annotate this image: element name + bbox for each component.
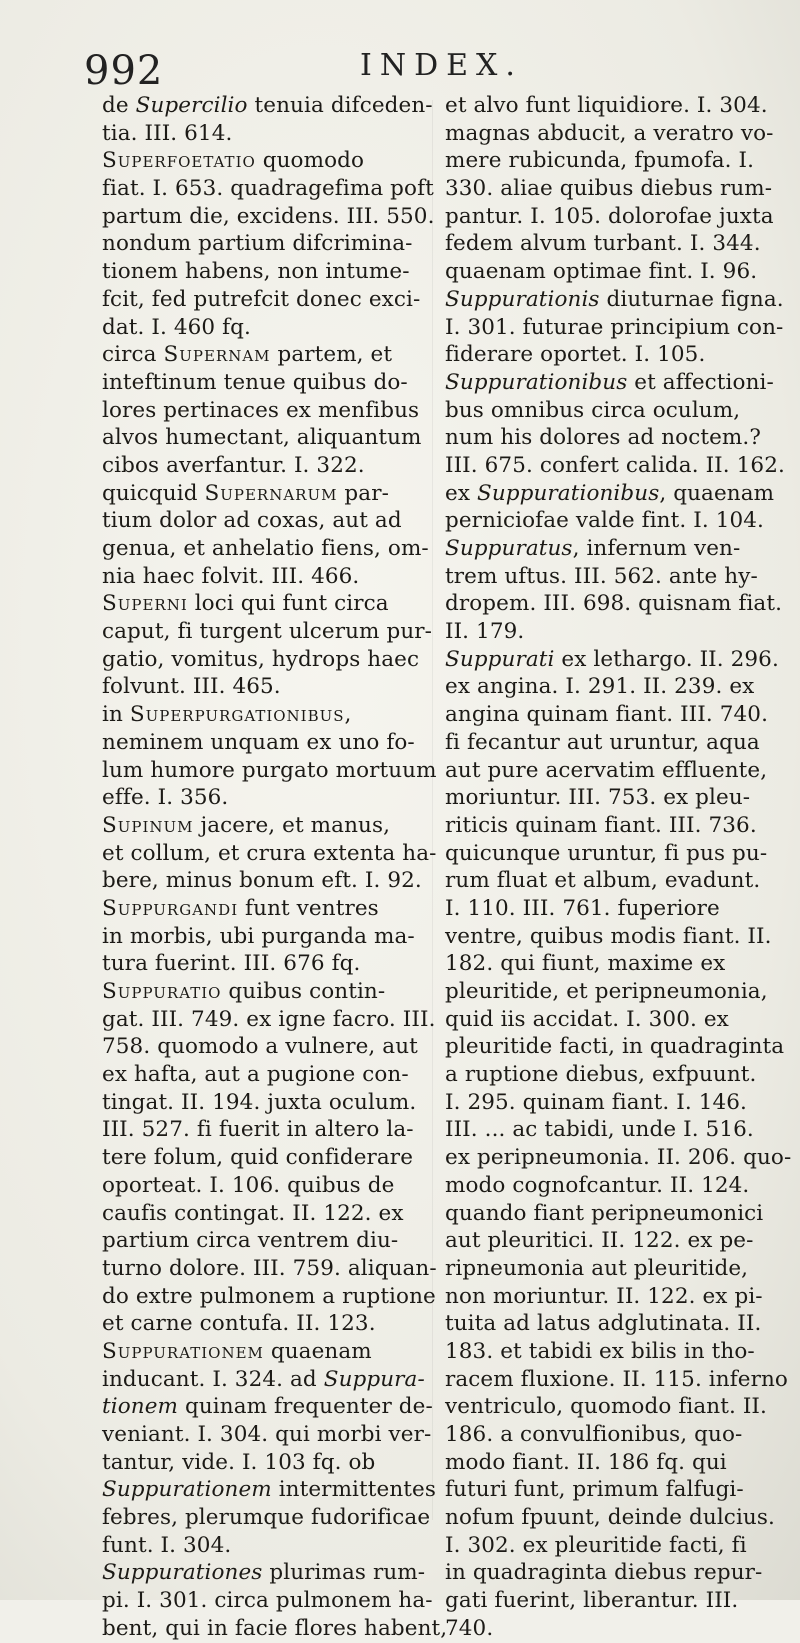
index-text: partem, et	[270, 342, 393, 368]
index-line	[445, 950, 775, 978]
italic-term: Suppurationis	[445, 286, 600, 312]
index-line	[102, 147, 424, 175]
index-line	[445, 978, 775, 1006]
index-line	[445, 1421, 775, 1449]
index-text: quicquid	[102, 480, 205, 506]
index-text: racem fluxione. II. 115. inferno	[445, 1366, 788, 1392]
index-headword: Suppuratio	[102, 979, 222, 1004]
index-line	[102, 507, 424, 535]
index-line	[102, 618, 433, 646]
index-line	[445, 147, 775, 175]
index-text: tia. III. 614.	[102, 120, 233, 146]
index-text: de	[102, 93, 136, 118]
index-line	[445, 673, 775, 701]
index-text: fedem alvum turbant. I. 344.	[445, 231, 761, 257]
index-line	[102, 867, 424, 895]
index-line	[445, 286, 784, 314]
index-line	[102, 92, 433, 120]
index-line	[102, 757, 437, 785]
index-text: et alvo funt liquidiore. I. 304.	[445, 93, 768, 118]
index-line	[445, 1393, 775, 1421]
index-text: tenuia difceden-	[247, 93, 433, 118]
index-line	[445, 923, 775, 951]
index-text: fiderare oportet. I. 105.	[445, 342, 706, 368]
index-text: nondum partium difcrimina-	[102, 231, 413, 257]
index-line	[445, 1283, 775, 1311]
index-line	[102, 1615, 448, 1643]
index-headword: Superpurgationibus	[129, 702, 345, 728]
index-text: ex hafta, aut a pugione con-	[102, 1062, 409, 1088]
index-line	[102, 1144, 424, 1172]
index-line	[102, 1421, 432, 1449]
index-line	[445, 701, 775, 729]
index-text: ex lethargo. II. 296.	[554, 646, 779, 672]
index-text: fcit, fed putrefcit donec exci-	[102, 286, 421, 312]
index-text: ex angina. I. 291. II. 239. ex	[445, 674, 755, 700]
index-text: do extre pulmonem a ruptione	[102, 1283, 436, 1309]
index-text: caput, fi turgent ulcerum pur-	[102, 619, 433, 645]
index-line	[102, 424, 424, 452]
index-line	[445, 895, 775, 923]
index-line	[102, 1283, 436, 1311]
index-line	[445, 1587, 775, 1615]
index-line	[445, 1172, 775, 1200]
index-text: non moriuntur. II. 122. ex pi-	[445, 1283, 763, 1309]
index-column-left	[102, 92, 448, 1643]
index-line	[445, 397, 775, 425]
index-text: quicunque uruntur, fi pus pu-	[445, 840, 768, 866]
index-text: III. 527. fi fuerit in altero la-	[102, 1117, 414, 1143]
index-line	[445, 175, 775, 203]
index-text: inteftinum tenue quibus do-	[102, 369, 408, 395]
italic-term: Suppuratus	[445, 536, 573, 561]
index-text: aut pure acervatim effluente,	[445, 757, 768, 783]
index-headword: Superfoetatio	[102, 148, 256, 174]
index-text: ,	[344, 702, 352, 728]
index-line	[445, 729, 775, 757]
index-line	[445, 1006, 775, 1034]
index-line	[445, 1559, 775, 1587]
index-line	[445, 1116, 775, 1144]
index-line	[445, 203, 775, 231]
index-line	[102, 258, 424, 286]
index-text: 183. et tabidi ex bilis in tho-	[445, 1338, 755, 1364]
index-text: circa	[102, 342, 164, 368]
index-text: nia haec folvit. III. 466.	[102, 563, 360, 589]
index-text: pi. I. 301. circa pulmonem ha-	[102, 1588, 433, 1614]
index-line	[445, 1449, 775, 1477]
index-text: pleuritide, et peripneumonia,	[445, 979, 768, 1004]
index-line	[445, 369, 775, 397]
index-text: oporteat. I. 106. quibus de	[102, 1172, 395, 1198]
italic-term: Suppurationem	[102, 1477, 272, 1503]
index-line	[102, 1532, 424, 1560]
index-text: funt ventres	[238, 895, 379, 921]
index-text: alvos humectant, aliquantum	[102, 425, 422, 451]
index-line	[102, 369, 424, 397]
index-text: pleuritide facti, in quadraginta	[445, 1034, 785, 1060]
index-line	[445, 1144, 792, 1172]
index-text: 758. quomodo a vulnere, aut	[102, 1034, 418, 1060]
index-text: ex	[445, 480, 477, 506]
index-text: lores pertinaces ex menfibus	[102, 397, 420, 423]
index-text: diuturnae figna.	[599, 286, 784, 312]
index-line	[102, 1255, 437, 1283]
index-line	[102, 673, 424, 701]
index-line	[445, 1504, 775, 1532]
index-text: ventre, quibus modis fiant. II.	[445, 923, 772, 949]
italic-term: Suppura-	[323, 1366, 425, 1392]
index-line	[102, 590, 424, 618]
index-text: dropem. III. 698. quisnam fiat.	[445, 591, 783, 617]
index-text: effe. I. 356.	[102, 785, 229, 811]
index-text: modo cognofcantur. II. 124.	[445, 1172, 750, 1198]
index-line	[445, 1310, 775, 1338]
index-text: II. 179.	[445, 619, 525, 645]
index-line	[102, 895, 424, 923]
index-line	[445, 92, 775, 120]
index-line	[445, 480, 775, 508]
index-line	[102, 203, 435, 231]
index-text: I. 295. quinam fiant. I. 146.	[445, 1089, 747, 1115]
index-line	[102, 397, 424, 425]
index-line	[102, 120, 424, 148]
index-line	[102, 646, 424, 674]
index-text: I. 301. futurae principium con-	[445, 314, 784, 340]
index-line	[445, 230, 775, 258]
index-text: quinam frequenter de-	[178, 1394, 433, 1420]
index-text: febres, plerumque fudorificae	[102, 1505, 431, 1531]
index-text: et affectioni-	[627, 369, 774, 395]
index-text: tionem habens, non intume-	[102, 259, 410, 285]
index-text: trem uftus. III. 562. ante hy-	[445, 563, 758, 589]
index-line	[102, 923, 424, 951]
index-headword: Supernarum	[204, 480, 338, 506]
index-line	[102, 1366, 424, 1394]
index-line	[102, 480, 424, 508]
index-text: ex peripneumonia. II. 206. quo-	[445, 1145, 792, 1171]
index-line	[445, 535, 775, 563]
index-line	[445, 757, 775, 785]
index-line	[102, 812, 424, 840]
italic-term: Suppurationes	[102, 1560, 263, 1586]
index-text: I. 110. III. 761. fuperiore	[445, 895, 720, 921]
index-text: III. ... ac tabidi, unde I. 516.	[445, 1117, 754, 1143]
index-text: tere folum, quid confiderare	[102, 1145, 414, 1171]
index-text: fi fecantur aut uruntur, aqua	[445, 729, 760, 755]
index-text: lum humore purgato mortuum	[102, 757, 437, 783]
index-text: moriuntur. III. 753. ex pleu-	[445, 785, 751, 811]
index-line	[445, 424, 775, 452]
index-line	[102, 563, 424, 591]
index-line	[102, 1089, 424, 1117]
index-text: mere rubicunda, fpumofa. I.	[445, 148, 755, 174]
index-line	[445, 1338, 775, 1366]
index-line	[445, 1200, 775, 1228]
index-line	[102, 1310, 424, 1338]
index-text: magnas abducit, a veratro vo-	[445, 120, 774, 146]
index-text: caufis contingat. II. 122. ex	[102, 1200, 404, 1226]
index-text: in	[102, 702, 130, 728]
index-text: pantur. I. 105. dolorofae juxta	[445, 203, 774, 229]
index-text: III. 675. confert calida. II. 162.	[445, 452, 785, 478]
index-text: plurimas rum-	[262, 1560, 426, 1586]
index-text: tingat. II. 194. juxta oculum.	[102, 1089, 417, 1115]
index-line	[102, 1504, 431, 1532]
index-text: gati fuerint, liberantur. III.	[445, 1588, 739, 1614]
index-text: 182. qui fiunt, maxime ex	[445, 951, 726, 977]
index-text: intermittentes	[271, 1477, 436, 1503]
index-line	[102, 701, 424, 729]
index-text: nofum fpuunt, deinde dulcius.	[445, 1505, 775, 1531]
index-headword: Suppurgandi	[102, 895, 239, 921]
page-number: 992	[84, 48, 164, 94]
index-column-right	[445, 92, 792, 1643]
index-line	[445, 646, 779, 674]
index-line	[102, 1338, 424, 1366]
index-text: quid iis accidat. I. 300. ex	[445, 1006, 729, 1032]
italic-term: Suppurati	[445, 646, 555, 672]
index-line	[445, 840, 775, 868]
index-line	[445, 867, 775, 895]
index-text: aut pleuritici. II. 122. ex pe-	[445, 1228, 754, 1254]
index-line	[445, 618, 775, 646]
index-line	[445, 1061, 775, 1089]
index-line	[445, 1532, 775, 1560]
index-text: futuri funt, primum falfugi-	[445, 1477, 744, 1503]
index-text: 330. aliae quibus diebus rum-	[445, 176, 773, 202]
index-line	[102, 1172, 424, 1200]
index-line	[102, 1559, 424, 1587]
index-line	[102, 729, 424, 757]
index-text: folvunt. III. 465.	[102, 674, 281, 700]
index-headword: Supernam	[163, 342, 271, 368]
index-line	[445, 784, 775, 812]
index-text: quibus contin-	[221, 979, 386, 1004]
index-line	[445, 1089, 775, 1117]
index-text: gatio, vomitus, hydrops haec	[102, 646, 420, 672]
index-text: par-	[337, 480, 389, 506]
index-text: a ruptione diebus, exfpuunt.	[445, 1062, 757, 1088]
index-text: inducant. I. 324. ad	[102, 1366, 324, 1392]
index-text: angina quinam fiant. III. 740.	[445, 702, 769, 728]
index-line	[445, 258, 775, 286]
index-text: tium dolor ad coxas, aut ad	[102, 508, 402, 534]
index-line	[445, 341, 775, 369]
index-text: perniciofae valde fint. I. 104.	[445, 508, 764, 534]
index-text: jacere, et manus,	[193, 812, 391, 838]
index-line	[445, 1033, 785, 1061]
index-text: genua, et anhelatio fiens, om-	[102, 536, 429, 561]
index-line	[102, 1116, 424, 1144]
index-text: bent, qui in facie flores habent,	[102, 1615, 448, 1641]
index-line	[445, 1615, 775, 1643]
index-line	[102, 230, 424, 258]
index-text: ventriculo, quomodo fiant. II.	[445, 1394, 767, 1420]
index-text: neminem unquam ex uno fo-	[102, 729, 415, 755]
index-line	[102, 950, 424, 978]
index-line	[102, 1449, 424, 1477]
index-text: quando fiant peripneumonici	[445, 1200, 764, 1226]
index-line	[445, 314, 784, 342]
index-text: I. 302. ex pleuritide facti, fi	[445, 1532, 747, 1558]
index-line	[445, 812, 775, 840]
index-line	[445, 1227, 775, 1255]
index-line	[102, 286, 424, 314]
index-line	[445, 507, 775, 535]
index-text: bere, minus bonum eft. I. 92.	[102, 868, 422, 894]
index-text: , infernum ven-	[572, 536, 741, 561]
italic-term: Suppurationibus	[476, 480, 660, 506]
index-line	[102, 535, 429, 563]
index-line	[102, 840, 437, 868]
index-line	[102, 175, 434, 203]
index-line	[445, 1255, 775, 1283]
index-text: num his dolores ad noctem.?	[445, 425, 761, 451]
index-text: partum die, excidens. III. 550.	[102, 203, 435, 229]
index-line	[102, 1006, 436, 1034]
index-line	[102, 341, 424, 369]
index-text: in quadraginta diebus repur-	[445, 1560, 763, 1586]
index-line	[102, 1061, 424, 1089]
index-line	[102, 978, 424, 1006]
index-text: funt. I. 304.	[102, 1532, 232, 1558]
index-text: quaenam	[263, 1338, 372, 1364]
index-text: bus omnibus circa oculum,	[445, 397, 741, 423]
index-text: quomodo	[255, 148, 365, 174]
index-text: ripneumonia aut pleuritide,	[445, 1255, 749, 1281]
index-text: turno dolore. III. 759. aliquan-	[102, 1255, 437, 1281]
index-line	[445, 1476, 775, 1504]
index-text: tura fuerint. III. 676 fq.	[102, 951, 361, 977]
index-text: tantur, vide. I. 103 fq. ob	[102, 1449, 376, 1475]
index-line	[102, 1200, 424, 1228]
index-text: partium circa ventrem diu-	[102, 1228, 399, 1254]
index-text: , quaenam	[659, 480, 775, 506]
index-text: riticis quinam fiant. III. 736.	[445, 812, 757, 838]
index-line	[102, 784, 424, 812]
index-line	[445, 452, 785, 480]
index-line	[102, 452, 424, 480]
index-line	[102, 1033, 424, 1061]
index-text: 740.	[445, 1615, 494, 1641]
index-line	[445, 120, 775, 148]
index-text: rum fluat et album, evadunt.	[445, 868, 761, 894]
index-text: loci qui funt circa	[187, 591, 389, 617]
index-headword: Superni	[102, 591, 188, 617]
running-head: INDEX.	[360, 48, 523, 83]
index-text: quaenam optimae fint. I. 96.	[445, 259, 758, 285]
index-line	[102, 1393, 433, 1421]
italic-term: Supercilio	[135, 93, 248, 118]
index-text: tuita ad latus adglutinata. II.	[445, 1311, 762, 1337]
italic-term: Suppurationibus	[445, 369, 628, 395]
index-line	[102, 1476, 436, 1504]
index-text: modo fiant. II. 186 fq. qui	[445, 1449, 727, 1475]
index-line	[445, 590, 783, 618]
index-headword: Suppurationem	[102, 1338, 264, 1364]
index-text: 186. a convulfionibus, quo-	[445, 1422, 743, 1447]
index-text: cibos averfantur. I. 322.	[102, 452, 365, 478]
index-text: fiat. I. 653. quadragefima poft	[102, 176, 434, 202]
index-line	[445, 563, 775, 591]
page-header	[0, 38, 800, 98]
index-headword: Supinum	[102, 812, 194, 838]
index-line	[102, 1587, 433, 1615]
index-text: veniant. I. 304. qui morbi ver-	[102, 1422, 432, 1447]
index-line	[102, 314, 424, 342]
italic-term: tionem	[102, 1394, 179, 1420]
index-text: et carne contufa. II. 123.	[102, 1311, 376, 1337]
index-text: in morbis, ubi purganda ma-	[102, 923, 415, 949]
index-text: dat. I. 460 fq.	[102, 314, 251, 340]
index-line	[445, 1366, 788, 1394]
index-text: gat. III. 749. ex igne facro. III.	[102, 1006, 436, 1032]
index-line	[102, 1227, 424, 1255]
index-text: et collum, et crura extenta ha-	[102, 840, 437, 866]
